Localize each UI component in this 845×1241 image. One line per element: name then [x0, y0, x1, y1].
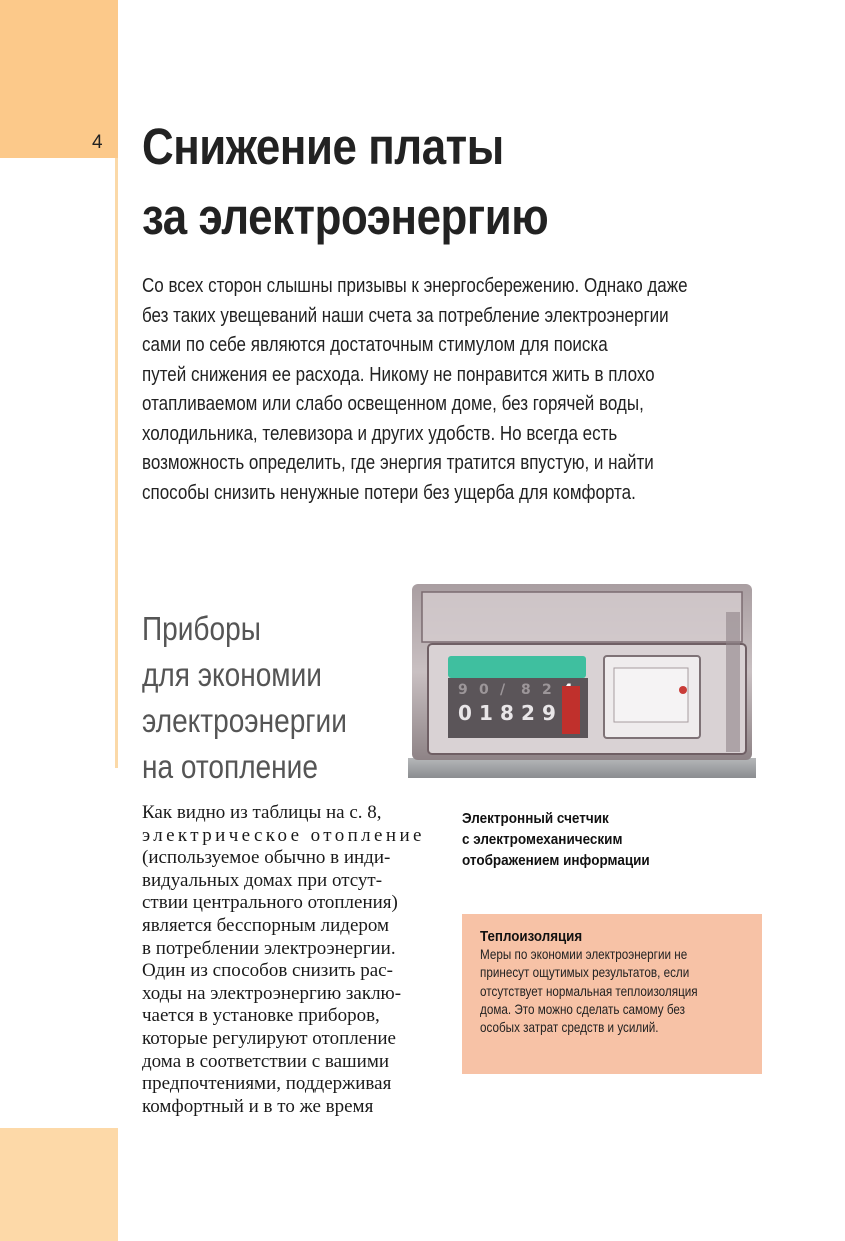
body-line: является бесспорным лидером [142, 914, 390, 936]
sidebar-callout [462, 914, 762, 1074]
section-heading-line: для экономии [142, 656, 322, 693]
caption-line: Электронный счетчик [462, 810, 609, 827]
title-line: Снижение платы [142, 118, 504, 175]
body-line: видуальных домах при отсут- [142, 869, 383, 891]
intro-line: путей снижения ее расхода. Никому не понравится жить в плохо [142, 363, 655, 386]
body-line: дома в соответствии с вашими [142, 1050, 390, 1072]
page-corner-band-bottom [0, 1128, 118, 1241]
intro-line: Со всех сторон слышны призывы к энергосбережению. Однако даже [142, 275, 688, 297]
body-line: ствии центрального отопления) [142, 892, 398, 914]
margin-rule [115, 158, 118, 768]
counter-digit: 9 [458, 682, 468, 698]
caption-line: отображением информации [462, 852, 650, 869]
body-line: предпочтениями, поддерживая [142, 1073, 392, 1095]
section-heading-line: Приборы [142, 610, 261, 647]
counter-digit: 1 [479, 701, 493, 725]
page-title [142, 112, 727, 252]
intro-paragraph [142, 272, 737, 508]
page-number: 4 [92, 132, 103, 153]
body-line: (используемое обычно в инди- [142, 847, 391, 869]
body-line: комфортный и в то же время [142, 1095, 374, 1117]
intro-line: возможность определить, где энергия тратится впустую, и найти [142, 452, 654, 474]
title-line: за электроэнергию [142, 188, 549, 245]
counter-digit: 0 [479, 682, 489, 698]
callout-line: дома. Это можно сделать самому без [480, 1001, 686, 1017]
body-line: Как видно из таблицы на с. 8, [142, 802, 382, 823]
caption-line: с электромеханическим [462, 831, 623, 848]
callout-title: Теплоизоляция [480, 929, 583, 945]
body-line: Один из способов снизить рас- [142, 960, 393, 982]
counter-digit: / [500, 682, 506, 698]
intro-line: способы снизить ненужные потери без ущерба для комфорта. [142, 481, 636, 504]
body-line: в потреблении электроэнергии. [142, 937, 396, 959]
electricity-meter-photo [408, 582, 756, 778]
meter-display-bar [448, 656, 586, 678]
intro-line: без таких увещеваний наши счета за потребление электроэнергии [142, 304, 669, 327]
body-line: ходы на электроэнергию заклю- [142, 982, 402, 1004]
counter-digit: 2 [542, 682, 552, 698]
callout-text [480, 946, 738, 1037]
intro-line: сами по себе являются достаточным стимулом для поиска [142, 334, 608, 356]
body-line: которые регулируют отопление [142, 1027, 396, 1049]
body-line: чается в установке приборов, [142, 1005, 380, 1027]
section-heading-line: на отопление [142, 748, 318, 785]
callout-line: особых затрат средств и усилий. [480, 1020, 659, 1036]
counter-digit: 0 [458, 701, 472, 725]
counter-digit: 9 [542, 701, 556, 725]
callout-line: Меры по экономии электроэнергии не [480, 947, 688, 962]
section-heading [142, 606, 397, 790]
callout-line: отсутствует нормальная теплоизоляция [480, 983, 698, 999]
body-line: электрическое отопление [142, 824, 425, 846]
intro-line: отапливаемом или слабо освещенном доме, без горячей воды, [142, 393, 644, 415]
counter-digit: 8 [521, 682, 531, 698]
photo-caption [462, 808, 732, 871]
section-heading-line: электроэнергии [142, 702, 347, 739]
body-paragraph [142, 802, 444, 1118]
callout-line: принесут ощутимых результатов, если [480, 965, 690, 981]
counter-digit: 8 [500, 701, 514, 725]
intro-line: холодильника, телевизора и других удобств. Но всегда есть [142, 422, 618, 445]
counter-digit: 2 [521, 701, 535, 725]
